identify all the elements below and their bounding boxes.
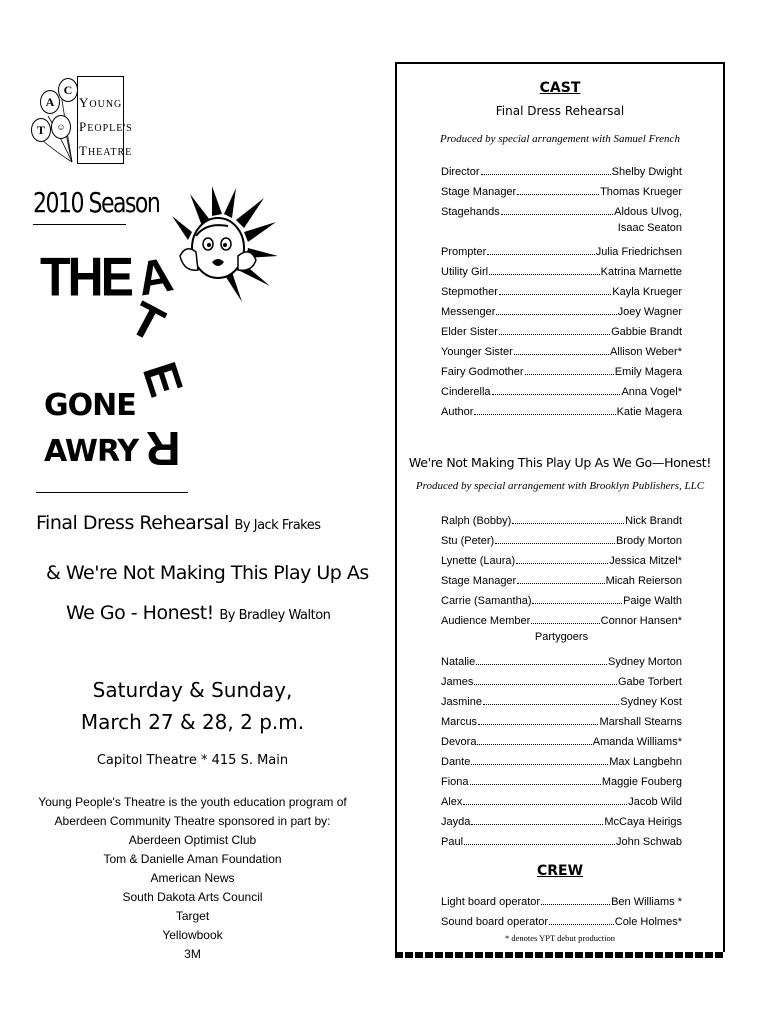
play1-credit: Produced by special arrangement with Samuel French xyxy=(440,133,680,145)
leader-dots xyxy=(531,623,599,624)
actor-name: Julia Friedrichsen xyxy=(595,246,682,258)
actor-name: Jacob Wild xyxy=(628,796,682,808)
role-name: Alex xyxy=(441,796,463,808)
role-name: Jasmine xyxy=(441,696,482,708)
venue: Capitol Theatre * 415 S. Main xyxy=(96,753,289,768)
partygoers-label: Partygoers xyxy=(534,631,589,643)
logo-balloon-t: T xyxy=(31,118,51,142)
panel-border-decoration xyxy=(395,952,725,958)
sponsor-item: Aberdeen Optimist Club xyxy=(128,833,257,847)
leader-dots xyxy=(471,824,603,825)
leader-dots xyxy=(495,543,615,544)
logo-balloon-mask-icon: ☺ xyxy=(51,115,71,139)
cast-row xyxy=(441,378,682,398)
actor-name: Emily Magera xyxy=(614,366,682,378)
logo-line-theatre: THEATRE xyxy=(79,143,133,158)
cast-row xyxy=(441,398,682,418)
sponsor-item: Tom & Danielle Aman Foundation xyxy=(103,852,282,866)
actor-name: Joey Wagner xyxy=(617,306,682,318)
performance-days: Saturday & Sunday, xyxy=(92,678,293,702)
role-name: Utility Girl xyxy=(441,266,489,278)
cast-row xyxy=(441,908,682,928)
role-name: Stage Manager xyxy=(441,186,517,198)
cast-row xyxy=(441,338,682,358)
title-letter-e: E xyxy=(131,356,193,403)
role-name: Audience Member xyxy=(441,615,531,627)
actor-name: Aldous Ulvog, xyxy=(614,206,682,218)
role-name: Stu (Peter) xyxy=(441,535,495,547)
divider xyxy=(36,492,188,493)
divider xyxy=(33,224,126,225)
cast-row xyxy=(441,198,682,218)
cast-row xyxy=(441,648,682,668)
cast-row xyxy=(441,178,682,198)
performance-dates: March 27 & 28, 2 p.m. xyxy=(80,710,305,734)
title-the: THE xyxy=(40,246,131,308)
role-name: Ralph (Bobby) xyxy=(441,515,512,527)
role-name: Elder Sister xyxy=(441,326,498,338)
play2-credit: Produced by special arrangement with Brooklyn Publishers, LLC xyxy=(415,480,705,492)
actor-name: Brody Morton xyxy=(615,535,682,547)
leader-dots xyxy=(470,784,601,785)
role-name: Stagehands xyxy=(441,206,500,218)
play2-heading: We're Not Making This Play Up As We Go—Honest! xyxy=(408,455,712,470)
leader-dots xyxy=(476,664,607,665)
actor-name: Ben Williams * xyxy=(611,896,682,908)
cast-row xyxy=(441,788,682,808)
actor-name: Gabbie Brandt xyxy=(611,326,682,338)
leader-dots xyxy=(471,764,608,765)
stagehands-continued: Isaac Seaton xyxy=(617,222,682,234)
cast-row xyxy=(441,258,682,278)
leader-dots xyxy=(499,334,610,335)
cast-row xyxy=(441,688,682,708)
leader-dots xyxy=(496,314,616,315)
actor-name: Jessica Mitzel* xyxy=(609,555,682,567)
cartoon-face-icon xyxy=(172,186,280,306)
role-name: Carrie (Samantha) xyxy=(441,595,532,607)
actor-name: Thomas Krueger xyxy=(600,186,682,198)
sponsor-block: Young People's Theatre is the youth education program of Aberdeen Community Theatre sponsored in part by: Aberdeen Optimist Club Tom & Danielle Aman Foundation American News South Dakota Arts Council Target Yellowbook 3M xyxy=(0,793,385,964)
role-name: Natalie xyxy=(441,656,476,668)
sponsor-item: South Dakota Arts Council xyxy=(122,890,263,904)
actor-name: John Schwab xyxy=(615,836,682,848)
role-name: Marcus xyxy=(441,716,478,728)
actor-name: Anna Vogel* xyxy=(621,386,682,398)
actor-name: McCaya Heirigs xyxy=(604,816,682,828)
role-name: James xyxy=(441,676,474,688)
cast-row xyxy=(441,298,682,318)
leader-dots xyxy=(474,684,617,685)
leader-dots xyxy=(532,603,622,604)
cast-row xyxy=(441,888,682,908)
actor-name: Gabe Torbert xyxy=(617,676,682,688)
role-name: Prompter xyxy=(441,246,487,258)
actor-name: Maggie Fouberg xyxy=(601,776,682,788)
actor-name: Nick Brandt xyxy=(625,515,682,527)
actor-name: Marshall Stearns xyxy=(599,716,682,728)
cast-row xyxy=(441,358,682,378)
cast-row xyxy=(441,768,682,788)
role-name: Jayda xyxy=(441,816,471,828)
role-name: Fairy Godmother xyxy=(441,366,524,378)
role-name: Messenger xyxy=(441,306,496,318)
leader-dots xyxy=(499,294,611,295)
role-name: Fiona xyxy=(441,776,469,788)
leader-dots xyxy=(478,724,598,725)
role-name: Cinderella xyxy=(441,386,491,398)
cast-row xyxy=(441,158,682,178)
cast-row xyxy=(441,748,682,768)
leader-dots xyxy=(463,804,627,805)
role-name: Director xyxy=(441,166,480,178)
logo-line-young: YOUNG xyxy=(79,95,123,110)
play1-heading: Final Dress Rehearsal xyxy=(495,104,625,118)
cast-row xyxy=(441,567,682,587)
actor-name: Paige Walth xyxy=(623,595,682,607)
title-letter-a: A xyxy=(133,248,178,307)
actor-name: Katrina Marnette xyxy=(600,266,682,278)
leader-dots xyxy=(525,374,614,375)
leader-dots xyxy=(487,254,595,255)
actor-name: Katie Magera xyxy=(616,406,682,418)
sponsor-item: Yellowbook xyxy=(162,928,223,942)
leader-dots xyxy=(517,583,604,584)
crew-heading: CREW xyxy=(536,863,584,879)
actor-name: Kayla Krueger xyxy=(612,286,682,298)
logo-balloon-c: C xyxy=(58,78,78,102)
sponsor-item: Target xyxy=(175,909,210,923)
play2-title-line1: & We're Not Making This Play Up As xyxy=(46,562,369,584)
title-letter-t: T xyxy=(121,292,173,353)
leader-dots xyxy=(483,704,619,705)
role-name: Stage Manager xyxy=(441,575,517,587)
leader-dots xyxy=(501,214,613,215)
actor-name: Connor Hansen* xyxy=(600,615,682,627)
role-name: Lynette (Laura) xyxy=(441,555,516,567)
actor-name: Max Langbehn xyxy=(609,756,682,768)
actor-name: Sydney Kost xyxy=(620,696,682,708)
cast-row xyxy=(441,828,682,848)
cast-row xyxy=(441,278,682,298)
actor-name: Sydney Morton xyxy=(608,656,682,668)
role-name: Paul xyxy=(441,836,464,848)
leader-dots xyxy=(464,844,615,845)
leader-dots xyxy=(492,394,621,395)
role-name: Light board operator xyxy=(441,896,541,908)
cast-row xyxy=(441,668,682,688)
actor-name: Cole Holmes* xyxy=(614,916,682,928)
logo-balloon-a: A xyxy=(40,90,60,114)
sponsor-item: American News xyxy=(150,871,235,885)
role-name: Sound board operator xyxy=(441,916,549,928)
cast-row xyxy=(441,238,682,258)
actor-name: Shelby Dwight xyxy=(611,166,682,178)
cast-row xyxy=(441,318,682,338)
title-awry: AWRY xyxy=(44,434,139,469)
actor-name: Amanda Williams* xyxy=(592,736,682,748)
cast-row xyxy=(441,708,682,728)
cast-row xyxy=(441,507,682,527)
role-name: Devora xyxy=(441,736,477,748)
play1-title-line: Final Dress Rehearsal By Jack Frakes xyxy=(36,512,321,534)
season-label: 2010 Season xyxy=(33,188,160,220)
leader-dots xyxy=(489,274,600,275)
role-name: Younger Sister xyxy=(441,346,513,358)
actor-name: Micah Reierson xyxy=(605,575,682,587)
logo-line-peoples: PEOPLE'S xyxy=(79,119,133,134)
cast-row xyxy=(441,728,682,748)
leader-dots xyxy=(517,194,599,195)
cast-row xyxy=(441,607,682,627)
role-name: Dante xyxy=(441,756,471,768)
leader-dots xyxy=(541,904,610,905)
role-name: Author xyxy=(441,406,474,418)
cast-row xyxy=(441,808,682,828)
sponsor-item: 3M xyxy=(184,947,201,961)
cast-heading: CAST xyxy=(539,80,581,96)
actor-name: Allison Weber* xyxy=(610,346,682,358)
leader-dots xyxy=(481,174,611,175)
play2-title-line2: We Go - Honest! By Bradley Walton xyxy=(66,602,331,624)
leader-dots xyxy=(514,354,609,355)
debut-footnote: * denotes YPT debut production xyxy=(504,933,615,943)
leader-dots xyxy=(477,744,591,745)
title-letter-r: R xyxy=(146,421,181,474)
leader-dots xyxy=(474,414,615,415)
leader-dots xyxy=(512,523,624,524)
title-gone: GONE xyxy=(44,388,136,423)
cast-row xyxy=(441,587,682,607)
cast-row xyxy=(441,547,682,567)
leader-dots xyxy=(549,924,614,925)
cast-row xyxy=(441,527,682,547)
leader-dots xyxy=(516,563,608,564)
role-name: Stepmother xyxy=(441,286,498,298)
